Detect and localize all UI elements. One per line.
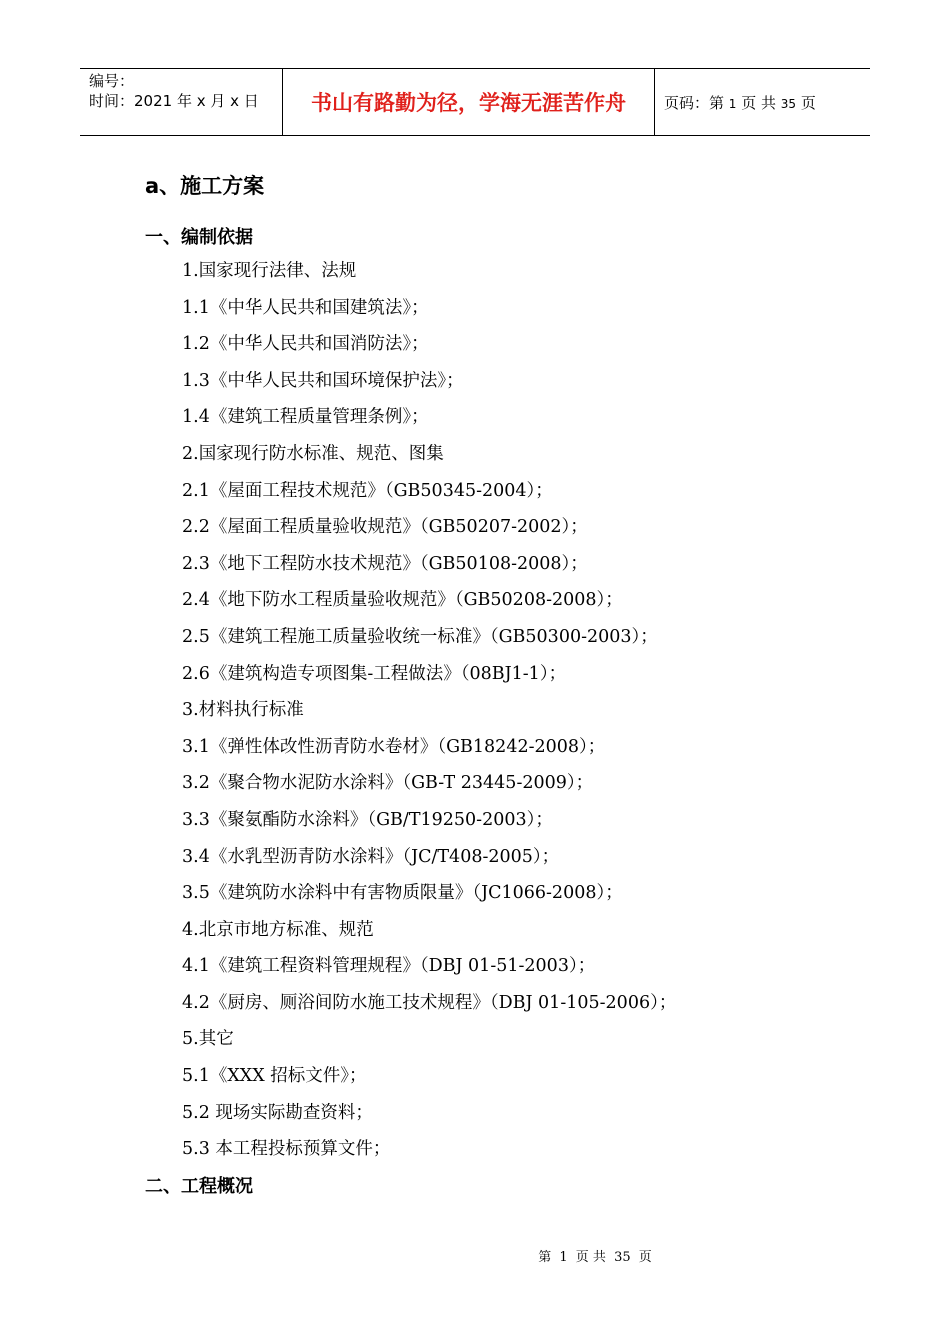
header-page-mid: 页 共 — [741, 93, 776, 112]
header-info-cell — [80, 69, 282, 135]
list-item: 2.4《地下防水工程质量验收规范》（GB50208-2008）； — [182, 590, 623, 611]
list-item: 2.1《屋面工程技术规范》（GB50345-2004）； — [182, 480, 553, 501]
footer-total: 35 — [614, 1250, 631, 1265]
footer-page-num: 1 — [559, 1250, 568, 1265]
list-item: 5.2 现场实际勘查资料； — [182, 1102, 373, 1123]
header-page-indicator — [664, 92, 870, 113]
list-item: 4.2《厨房、厕浴间防水施工技术规程》（DBJ 01-105-2006）； — [182, 992, 677, 1013]
list-item: 1.国家现行法律、法规 — [182, 261, 357, 281]
list-item: 4.1《建筑工程资料管理规程》（DBJ 01-51-2003）； — [182, 956, 596, 977]
footer-prefix: 第 — [538, 1250, 552, 1265]
section-heading-basis: 一、编制依据 — [145, 227, 253, 248]
footer-suffix: 页 — [638, 1250, 652, 1265]
list-item: 3.5《建筑防水涂料中有害物质限量》（JC1066-2008）； — [182, 883, 623, 904]
header-page-suffix: 页 — [800, 93, 816, 112]
section-heading-overview: 二、工程概况 — [145, 1176, 253, 1197]
list-item: 1.3《中华人民共和国环境保护法》； — [182, 370, 464, 391]
footer-mid: 页 共 — [575, 1250, 606, 1265]
header-page-total: 35 — [780, 96, 797, 111]
list-item: 3.2《聚合物水泥防水涂料》（GB-T 23445-2009）； — [182, 773, 594, 794]
header-motto-cell — [282, 69, 655, 135]
header-number-label: 编号： — [89, 72, 135, 90]
list-item: 2.3《地下工程防水技术规范》（GB50108-2008）； — [182, 553, 588, 574]
list-item: 4.北京市地方标准、规范 — [182, 919, 374, 940]
list-item: 5.1《XXX 招标文件》； — [182, 1066, 367, 1087]
page-header — [80, 68, 870, 136]
list-item: 3.1《弹性体改性沥青防水卷材》（GB18242-2008）； — [182, 736, 606, 757]
list-item: 1.2《中华人民共和国消防法》； — [182, 334, 429, 355]
header-motto: 书山有路勤为径，学海无涯苦作舟 — [311, 91, 626, 115]
list-item: 3.4《水乳型沥青防水涂料》（JC/T408-2005）； — [182, 846, 560, 867]
header-date-label: 时间：2021 年 x 月 x 日 — [89, 92, 259, 110]
list-item: 3.材料执行标准 — [182, 700, 304, 721]
list-item: 1.1《中华人民共和国建筑法》； — [182, 297, 429, 318]
list-item: 3.3《聚氨酯防水涂料》（GB/T19250-2003）； — [182, 809, 553, 830]
list-item: 2.6《建筑构造专项图集-工程做法》（08BJ1-1）； — [182, 663, 567, 684]
document-title: a、施工方案 — [145, 174, 265, 198]
header-page-num: 1 — [728, 96, 737, 111]
list-item: 5.其它 — [182, 1029, 234, 1050]
basis-list — [182, 256, 676, 1171]
list-item: 2.5《建筑工程施工质量验收统一标准》（GB50300-2003）； — [182, 626, 658, 647]
list-item: 2.国家现行防水标准、规范、图集 — [182, 443, 444, 464]
header-page-cell — [655, 69, 870, 135]
list-item: 1.4《建筑工程质量管理条例》； — [182, 407, 429, 428]
page-footer — [0, 1246, 950, 1265]
list-item: 2.2《屋面工程质量验收规范》（GB50207-2002）； — [182, 517, 588, 538]
header-page-prefix: 页码：第 — [664, 93, 725, 112]
list-item: 5.3 本工程投标预算文件； — [182, 1139, 391, 1160]
